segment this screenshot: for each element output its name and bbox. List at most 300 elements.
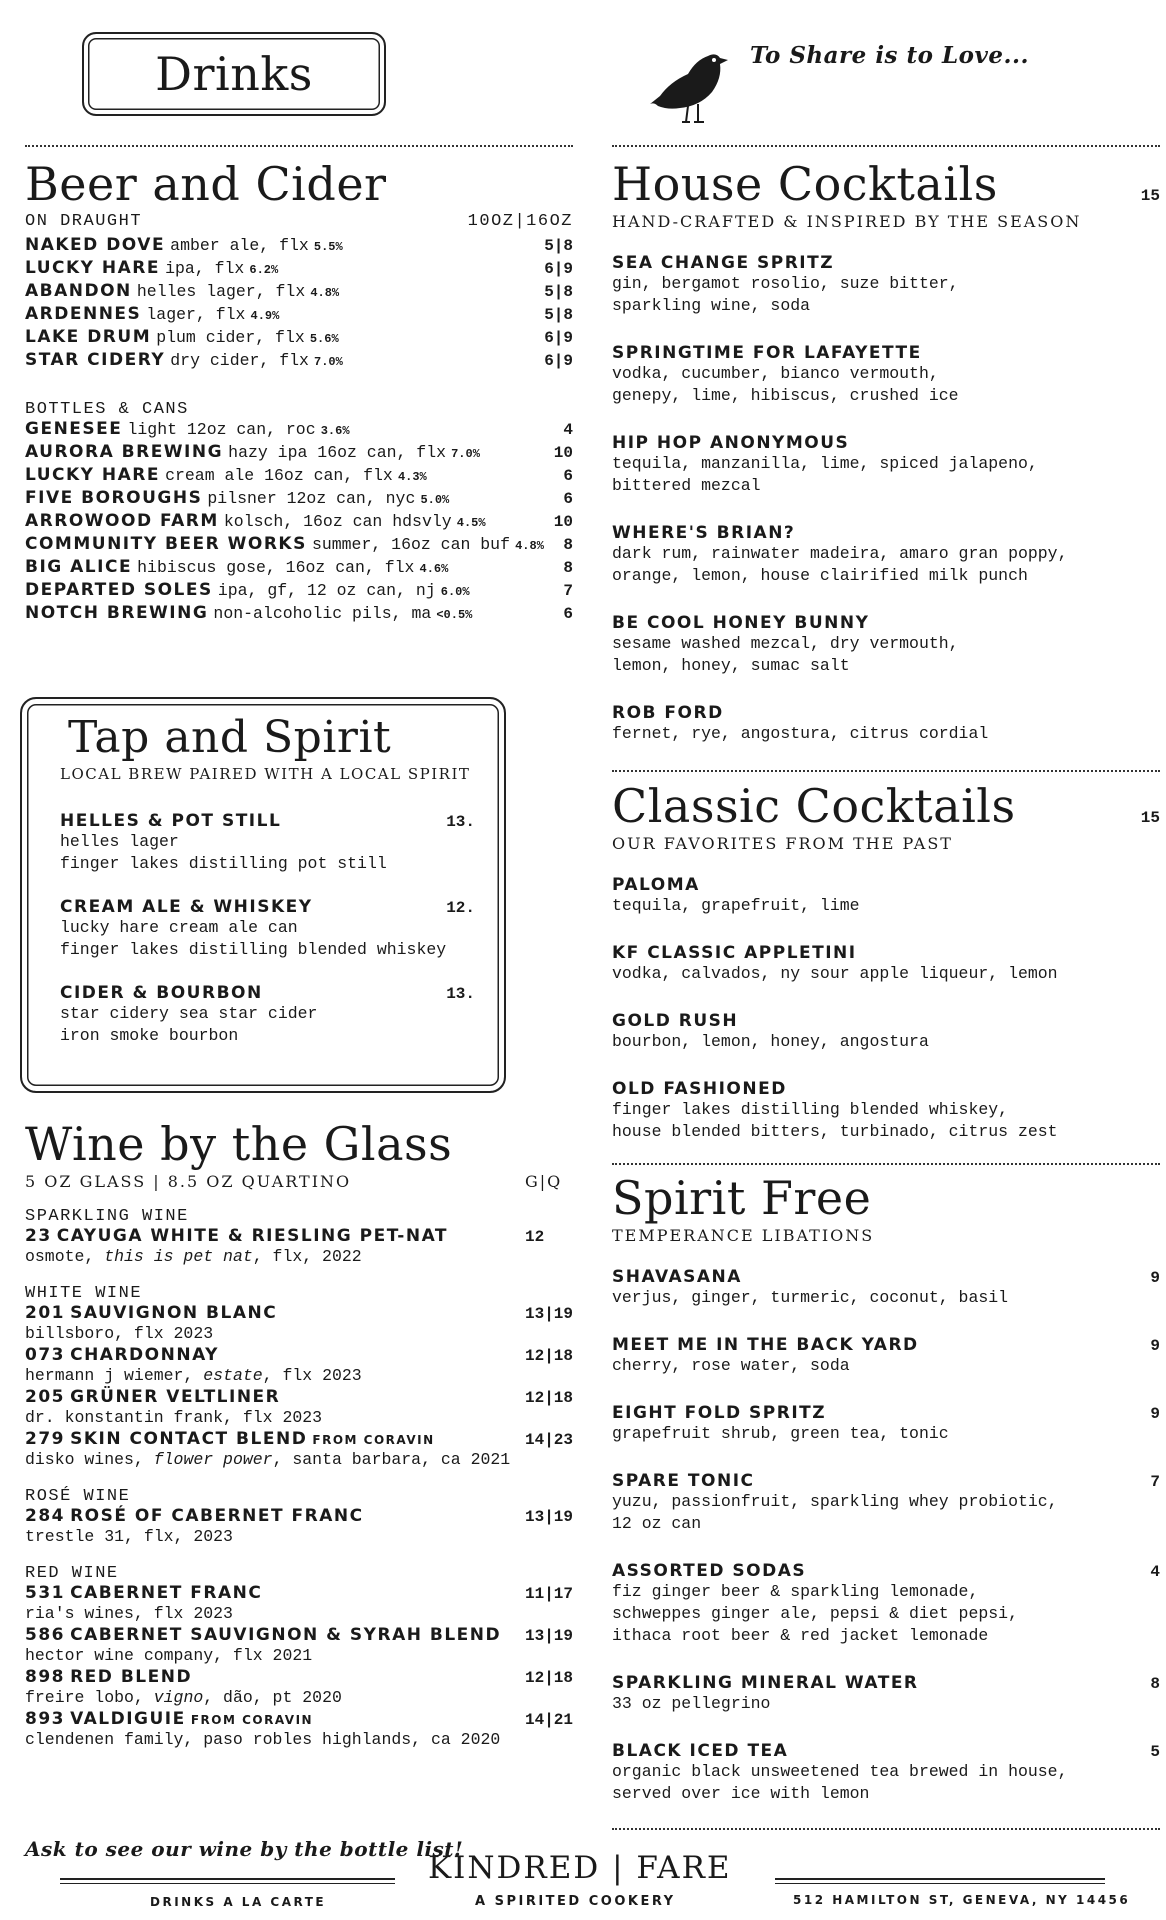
- wine-price: 12|18: [525, 1669, 574, 1687]
- section-subtitle: HAND-CRAFTED & INSPIRED BY THE SEASON: [612, 212, 1082, 231]
- beer-abv: 4.3%: [397, 470, 427, 484]
- wine-item: [25, 1387, 573, 1429]
- wine-title: [25, 1667, 192, 1687]
- spirit-free-desc: 33 oz pellegrino: [612, 1694, 771, 1713]
- beer-entry: [25, 603, 472, 626]
- beer-abv: 7.0%: [451, 447, 480, 461]
- pairing-head: [60, 897, 475, 917]
- wine-number: 898: [25, 1667, 65, 1687]
- wine-title: [25, 1387, 280, 1407]
- pairing-head: [60, 811, 475, 831]
- wine-item: [25, 1667, 573, 1709]
- beer-abv: 4.8%: [515, 539, 544, 553]
- wine-price: 14|23: [525, 1431, 574, 1449]
- beer-price: 5|8: [544, 283, 573, 301]
- bottles-list: [25, 419, 573, 626]
- beer-price: 5|8: [544, 306, 573, 324]
- drinks-title-box: [82, 32, 386, 116]
- spirit-free-price: 5: [1150, 1743, 1160, 1761]
- wine-desc: [25, 1407, 573, 1429]
- spirit-free-head: [612, 1471, 1160, 1491]
- wine-item: [25, 1709, 573, 1751]
- beer-desc: ipa, flx: [165, 259, 245, 278]
- spirit-free-item: [612, 1267, 1160, 1309]
- beer-row: [25, 235, 573, 258]
- wine-number: 893: [25, 1709, 65, 1729]
- pairing-beer: lucky hare cream ale can: [60, 918, 298, 937]
- beer-entry: [25, 327, 339, 350]
- wine-name: SAUVIGNON BLANC: [70, 1303, 278, 1323]
- cocktail-name: KF CLASSIC APPLETINI: [612, 943, 857, 963]
- cocktail-name: PALOMA: [612, 875, 700, 895]
- tap-spirit-box: [20, 697, 506, 1093]
- classic-section: [612, 780, 1160, 1169]
- spirit-free-price: 7: [1150, 1473, 1160, 1491]
- section-title: Tap and Spirit: [68, 712, 392, 763]
- spirit-free-desc: cherry, rose water, soda: [612, 1356, 850, 1375]
- category-label: SPARKLING WINE: [25, 1207, 189, 1226]
- cocktail-desc: vodka, calvados, ny sour apple liqueur, lemon: [612, 964, 1058, 983]
- wine-title: [25, 1506, 364, 1526]
- section-price: 15: [1140, 187, 1160, 205]
- wine-number: 205: [25, 1387, 65, 1407]
- wine-region: , dão, pt 2020: [203, 1688, 342, 1707]
- beer-entry: [25, 350, 343, 373]
- spirit-free-price: 8: [1150, 1675, 1160, 1693]
- category-label: ROSÉ WINE: [25, 1487, 131, 1506]
- cocktail-name: BE COOL HONEY BUNNY: [612, 613, 870, 633]
- beer-entry: [25, 534, 544, 557]
- spirit-free-head: [612, 1741, 1160, 1761]
- pairing-beer: star cidery sea star cider: [60, 1004, 318, 1023]
- spirit-free-head: [612, 1561, 1160, 1581]
- wine-name: GRÜNER VELTLINER: [70, 1387, 281, 1407]
- beer-name: ABANDON: [25, 281, 132, 301]
- spirit-free-desc: 12 oz can: [612, 1514, 702, 1533]
- house-section: [612, 158, 1160, 771]
- spirit-free-name: BLACK ICED TEA: [612, 1741, 789, 1761]
- wine-item: [25, 1429, 573, 1471]
- wine-price: 11|17: [525, 1585, 574, 1603]
- spirit-free-desc: grapefruit shrub, green tea, tonic: [612, 1424, 949, 1443]
- pairing-price: 13.: [446, 985, 475, 1003]
- wine-price: 13|19: [525, 1305, 574, 1323]
- spirit-free-name: MEET ME IN THE BACK YARD: [612, 1335, 919, 1355]
- draught-list: [25, 235, 573, 373]
- cocktail-desc: gin, bergamot rosolio, suze bitter,: [612, 274, 959, 293]
- wine-head: [25, 1506, 574, 1526]
- category-label: WHITE WINE: [25, 1284, 143, 1303]
- wine-desc: [25, 1323, 573, 1345]
- section-subtitle: LOCAL BREW PAIRED WITH A LOCAL SPIRIT: [60, 765, 471, 783]
- cocktail-item: [612, 703, 1160, 745]
- beer-price: 10: [553, 513, 573, 531]
- spirit-free-desc: yuzu, passionfruit, sparkling whey probiotic,: [612, 1492, 1058, 1511]
- beer-abv: 4.8%: [310, 286, 340, 300]
- wine-number: 201: [25, 1303, 65, 1323]
- wine-producer: clendenen family, paso robles highlands, ca 2020: [25, 1730, 501, 1749]
- spirit-free-price: 4: [1150, 1563, 1160, 1581]
- cocktail-desc: bourbon, lemon, honey, angostura: [612, 1032, 929, 1051]
- wine-name: ROSÉ OF CABERNET FRANC: [70, 1506, 364, 1526]
- wine-number: 073: [25, 1345, 65, 1365]
- brand-subtitle: A SPIRITED COOKERY: [475, 1894, 676, 1909]
- section-title: House Cocktails: [612, 157, 998, 211]
- pairing-item: [60, 897, 475, 961]
- beer-name: DEPARTED SOLES: [25, 580, 213, 600]
- wine-producer: ria's wines, flx 2023: [25, 1604, 233, 1623]
- cocktail-item: [612, 433, 1160, 497]
- beer-desc: kolsch, 16oz can hdsvly: [223, 512, 452, 531]
- wine-desc: [25, 1603, 573, 1625]
- spirit-free-desc: organic black unsweetened tea brewed in house,: [612, 1762, 1068, 1781]
- wine-title: [25, 1345, 219, 1365]
- spirit-free-price: 9: [1150, 1337, 1160, 1355]
- wine-list: [25, 1583, 573, 1751]
- beer-abv: 3.6%: [320, 424, 350, 438]
- wine-number: 284: [25, 1506, 65, 1526]
- wine-title: [25, 1226, 448, 1246]
- divider: [612, 145, 1160, 147]
- section-subtitle: TEMPERANCE LIBATIONS: [612, 1226, 875, 1245]
- wine-producer: osmote,: [25, 1247, 105, 1266]
- beer-desc: non-alcoholic pils, ma: [213, 604, 432, 623]
- cocktail-item: [612, 1011, 1160, 1053]
- wine-item: [25, 1583, 573, 1625]
- beer-desc: hibiscus gose, 16oz can, flx: [137, 558, 415, 577]
- wine-cuvee: vigno: [153, 1688, 204, 1707]
- spirit-free-name: ASSORTED SODAS: [612, 1561, 807, 1581]
- beer-name: LUCKY HARE: [25, 258, 160, 278]
- beer-entry: [25, 258, 278, 281]
- drinks-title: Drinks: [155, 47, 313, 101]
- divider: [25, 145, 573, 147]
- cocktail-name: GOLD RUSH: [612, 1011, 739, 1031]
- pairing-spirit: iron smoke bourbon: [60, 1026, 239, 1045]
- pairing-name: CREAM ALE & WHISKEY: [60, 897, 313, 917]
- section-title: Classic Cocktails: [612, 779, 1016, 833]
- spirit-free-desc: fiz ginger beer & sparkling lemonade,: [612, 1582, 979, 1601]
- footer-rule: [60, 1878, 395, 1884]
- cocktail-desc: genepy, lime, hibiscus, crushed ice: [612, 386, 959, 405]
- wine-list: [25, 1226, 573, 1268]
- footer-left: DRINKS A LA CARTE: [150, 1895, 327, 1909]
- beer-entry: [25, 465, 427, 488]
- brand-logo: KINDRED | FARE: [428, 1850, 732, 1886]
- spirit-free-price: 9: [1150, 1405, 1160, 1423]
- spirit-free-item: [612, 1471, 1160, 1535]
- wine-number: 531: [25, 1583, 65, 1603]
- beer-row: [25, 580, 573, 603]
- beer-name: LAKE DRUM: [25, 327, 152, 347]
- beer-desc: hazy ipa 16oz can, flx: [228, 443, 447, 462]
- wine-desc: [25, 1449, 573, 1471]
- cocktail-desc: sparkling wine, soda: [612, 296, 811, 315]
- beer-price: 8: [563, 536, 573, 554]
- wine-name: SKIN CONTACT BLEND: [70, 1429, 308, 1449]
- wine-head: [25, 1709, 574, 1729]
- wine-number: 279: [25, 1429, 65, 1449]
- cocktail-desc: tequila, grapefruit, lime: [612, 896, 860, 915]
- cocktail-name: WHERE'S BRIAN?: [612, 523, 796, 543]
- cocktail-item: [612, 1079, 1160, 1143]
- wine-price: 13|19: [525, 1627, 574, 1645]
- beer-abv: 5.5%: [313, 240, 343, 254]
- wine-price: 14|21: [525, 1711, 574, 1729]
- beer-entry: [25, 557, 448, 580]
- pairing-spirit: finger lakes distilling blended whiskey: [60, 940, 447, 959]
- spirit-free-item: [612, 1335, 1160, 1377]
- wine-list: [25, 1506, 573, 1548]
- beer-desc: ipa, gf, 12 oz can, nj: [217, 581, 436, 600]
- beer-price: 6|9: [544, 352, 573, 370]
- beer-price: 8: [563, 559, 573, 577]
- pairing-spirit: finger lakes distilling pot still: [60, 854, 387, 873]
- bottles-label: BOTTLES & CANS: [25, 400, 189, 419]
- section-subtitle: OUR FAVORITES FROM THE PAST: [612, 834, 953, 853]
- beer-entry: [25, 488, 449, 511]
- beer-row: [25, 511, 573, 534]
- beer-entry: [25, 511, 486, 534]
- beer-abv: 7.0%: [314, 355, 343, 369]
- pairing-item: [60, 983, 475, 1047]
- beer-price: 10: [553, 444, 573, 462]
- wine-title: [25, 1625, 501, 1645]
- cocktail-desc: sesame washed mezcal, dry vermouth,: [612, 634, 959, 653]
- section-title: Wine by the Glass: [25, 1117, 453, 1171]
- beer-row: [25, 350, 573, 373]
- beer-name: COMMUNITY BEER WORKS: [25, 534, 307, 554]
- spirit-free-price: 9: [1150, 1269, 1160, 1287]
- cocktail-desc: bittered mezcal: [612, 476, 761, 495]
- pairing-item: [60, 811, 475, 875]
- beer-row: [25, 419, 573, 442]
- beer-abv: 6.0%: [440, 585, 470, 599]
- beer-price: 6|9: [544, 260, 573, 278]
- wine-head: [25, 1345, 574, 1365]
- bottle-list-note: Ask to see our wine by the bottle list!: [25, 1837, 464, 1861]
- spirit-free-head: [612, 1267, 1160, 1287]
- divider: [612, 1163, 1160, 1165]
- pairing-head: [60, 983, 475, 1003]
- wine-item: [25, 1506, 573, 1548]
- house-list: [612, 253, 1160, 745]
- wine-head: [25, 1667, 574, 1687]
- pairing-price: 12.: [446, 899, 475, 917]
- beer-desc: amber ale, flx: [170, 236, 309, 255]
- beer-desc: pilsner 12oz can, nyc: [207, 489, 416, 508]
- wine-head: [25, 1387, 574, 1407]
- beer-row: [25, 557, 573, 580]
- wine-item: [25, 1625, 573, 1667]
- beer-row: [25, 488, 573, 511]
- spirit-free-name: SPARKLING MINERAL WATER: [612, 1673, 919, 1693]
- wine-cuvee: this is pet nat: [104, 1247, 253, 1266]
- cocktail-item: [612, 523, 1160, 587]
- cocktail-desc: dark rum, rainwater madeira, amaro gran poppy,: [612, 544, 1068, 563]
- beer-section: [25, 158, 573, 626]
- spirit-free-item: [612, 1673, 1160, 1715]
- wine-note: FROM CORAVIN: [312, 1433, 435, 1447]
- beer-name: LUCKY HARE: [25, 465, 160, 485]
- wine-head: [25, 1583, 574, 1603]
- beer-entry: [25, 235, 343, 258]
- wine-title: [25, 1429, 435, 1449]
- wine-desc: [25, 1526, 573, 1548]
- wine-section: [25, 1118, 573, 1751]
- spirit-free-item: [612, 1403, 1160, 1445]
- beer-name: BIG ALICE: [25, 557, 133, 577]
- wine-number: 586: [25, 1625, 65, 1645]
- spirit-free-desc: schweppes ginger ale, pepsi & diet pepsi,: [612, 1604, 1018, 1623]
- spirit-free-head: [612, 1673, 1160, 1693]
- draught-label: ON DRAUGHT: [25, 212, 143, 231]
- beer-name: AURORA BREWING: [25, 442, 224, 462]
- wine-producer: freire lobo,: [25, 1688, 154, 1707]
- spirit-free-head: [612, 1403, 1160, 1423]
- wine-cuvee: estate: [203, 1366, 263, 1385]
- wine-cuvee: flower power: [153, 1450, 273, 1469]
- beer-entry: [25, 580, 470, 603]
- wine-desc: [25, 1729, 573, 1751]
- beer-row: [25, 327, 573, 350]
- wine-name: RED BLEND: [70, 1667, 193, 1687]
- section-price: 15: [1140, 809, 1160, 827]
- section-title: Spirit Free: [612, 1171, 872, 1225]
- beer-name: ARROWOOD FARM: [25, 511, 219, 531]
- beer-desc: plum cider, flx: [156, 328, 305, 347]
- spirit-free-list: [612, 1267, 1160, 1805]
- wine-size-codes: G|Q: [525, 1172, 563, 1191]
- wine-list: [25, 1303, 573, 1471]
- wine-producer: trestle 31, flx, 2023: [25, 1527, 233, 1546]
- cocktail-name: OLD FASHIONED: [612, 1079, 787, 1099]
- wine-desc: [25, 1645, 573, 1667]
- pairing-name: CIDER & BOURBON: [60, 983, 263, 1003]
- wine-price: 12|18: [525, 1347, 574, 1365]
- wine-title: [25, 1709, 313, 1729]
- cocktail-desc: fernet, rye, angostura, citrus cordial: [612, 724, 989, 743]
- beer-name: NAKED DOVE: [25, 235, 166, 255]
- cocktail-item: [612, 943, 1160, 985]
- beer-desc: light 12oz can, roc: [127, 420, 316, 439]
- draught-sizes: 10OZ|16OZ: [467, 212, 573, 231]
- cocktail-item: [612, 253, 1160, 317]
- wine-name: CABERNET FRANC: [70, 1583, 263, 1603]
- wine-producer: disko wines,: [25, 1450, 154, 1469]
- beer-name: GENESEE: [25, 419, 123, 439]
- beer-price: 4: [563, 421, 573, 439]
- wine-item: [25, 1303, 573, 1345]
- beer-name: NOTCH BREWING: [25, 603, 209, 623]
- cocktail-desc: orange, lemon, house clairified milk punch: [612, 566, 1028, 585]
- wine-item: [25, 1226, 573, 1268]
- wine-region: , flx, 2022: [252, 1247, 362, 1266]
- wine-desc: [25, 1687, 573, 1709]
- classic-list: [612, 875, 1160, 1143]
- pairing-beer: helles lager: [60, 832, 179, 851]
- beer-abv: 4.9%: [250, 309, 280, 323]
- tap-list: [60, 811, 475, 1047]
- wine-price: 12|18: [525, 1389, 574, 1407]
- section-title: Beer and Cider: [25, 157, 387, 211]
- wine-head: [25, 1303, 574, 1323]
- beer-abv: 4.6%: [419, 562, 449, 576]
- beer-price: 5|8: [544, 237, 573, 255]
- wine-producer: billsboro, flx 2023: [25, 1324, 214, 1343]
- wine-head: [25, 1429, 574, 1449]
- wine-desc: [25, 1246, 573, 1268]
- wine-name: VALDIGUIE: [70, 1709, 186, 1729]
- cocktail-desc: tequila, manzanilla, lime, spiced jalapeno,: [612, 454, 1038, 473]
- category-label: RED WINE: [25, 1564, 119, 1583]
- address: 512 HAMILTON ST, GENEVA, NY 14456: [793, 1893, 1131, 1907]
- wine-producer: dr. konstantin frank, flx 2023: [25, 1408, 323, 1427]
- beer-row: [25, 534, 573, 557]
- wine-head: [25, 1226, 570, 1246]
- beer-abv: 5.6%: [309, 332, 339, 346]
- beer-entry: [25, 304, 279, 327]
- beer-desc: lager, flx: [146, 305, 246, 324]
- cocktail-name: SEA CHANGE SPRITZ: [612, 253, 835, 273]
- cocktail-item: [612, 613, 1160, 677]
- cocktail-desc: finger lakes distilling blended whiskey,: [612, 1100, 1009, 1119]
- footer-rule: [775, 1878, 1105, 1884]
- wine-name: CAYUGA WHITE & RIESLING PET-NAT: [56, 1226, 449, 1246]
- wine-producer: hector wine company, flx 2021: [25, 1646, 313, 1665]
- beer-name: FIVE BOROUGHS: [25, 488, 203, 508]
- cocktail-item: [612, 343, 1160, 407]
- wine-price: 13|19: [525, 1508, 574, 1526]
- beer-price: 6: [563, 467, 573, 485]
- spirit-free-item: [612, 1741, 1160, 1805]
- spirit-free-name: EIGHT FOLD SPRITZ: [612, 1403, 827, 1423]
- beer-abv: <0.5%: [436, 608, 473, 622]
- beer-price: 6: [563, 490, 573, 508]
- beer-price: 6|9: [544, 329, 573, 347]
- wine-head: [25, 1625, 574, 1645]
- beer-row: [25, 465, 573, 488]
- wine-region: , flx 2023: [262, 1366, 362, 1385]
- cocktail-desc: house blended bitters, turbinado, citrus zest: [612, 1122, 1058, 1141]
- bird-icon: [648, 44, 748, 134]
- cocktail-name: HIP HOP ANONYMOUS: [612, 433, 850, 453]
- beer-desc: summer, 16oz can buf: [311, 535, 510, 554]
- beer-price: 7: [563, 582, 573, 600]
- beer-desc: dry cider, flx: [170, 351, 309, 370]
- cocktail-desc: vodka, cucumber, bianco vermouth,: [612, 364, 939, 383]
- wine-producer: hermann j wiemer,: [25, 1366, 204, 1385]
- wine-sizes: 5 OZ GLASS | 8.5 OZ QUARTINO: [25, 1172, 352, 1191]
- wine-title: [25, 1303, 277, 1323]
- beer-desc: cream ale 16oz can, flx: [165, 466, 393, 485]
- spirit-free-desc: ithaca root beer & red jacket lemonade: [612, 1626, 989, 1645]
- beer-row: [25, 304, 573, 327]
- wine-item: [25, 1345, 573, 1387]
- beer-abv: 6.2%: [249, 263, 279, 277]
- beer-name: STAR CIDERY: [25, 350, 166, 370]
- wine-desc: [25, 1365, 573, 1387]
- spirit-free-section: [612, 1172, 1160, 1831]
- beer-desc: helles lager, flx: [136, 282, 306, 301]
- cocktail-desc: lemon, honey, sumac salt: [612, 656, 850, 675]
- beer-row: [25, 281, 573, 304]
- divider: [612, 770, 1160, 772]
- wine-name: CHARDONNAY: [70, 1345, 219, 1365]
- wine-title: [25, 1583, 262, 1603]
- wine-region: , santa barbara, ca 2021: [272, 1450, 511, 1469]
- spirit-free-desc: verjus, ginger, turmeric, coconut, basil: [612, 1288, 1009, 1307]
